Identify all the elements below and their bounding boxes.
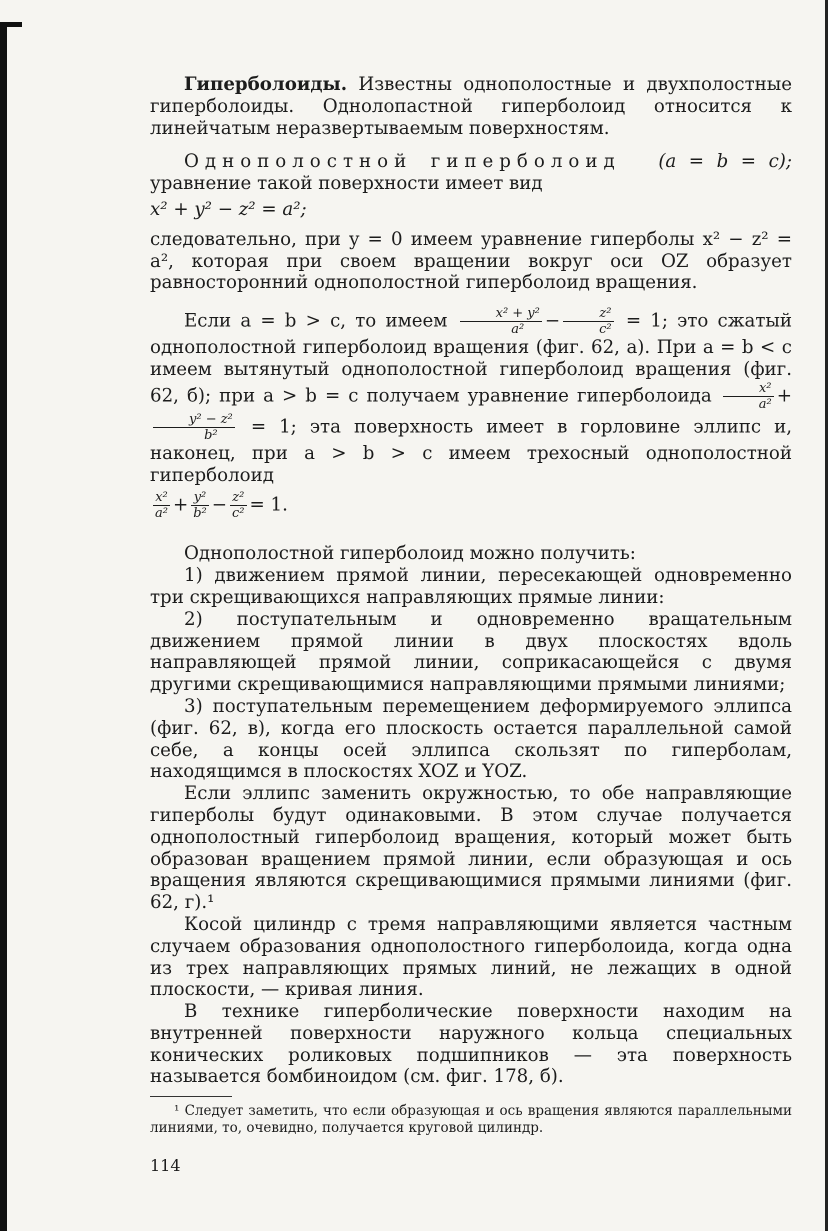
paragraph-hyperbola: следовательно, при y = 0 имеем уравнение гиперболы x² − z² = a², которая при своем вращении вокруг оси OZ образует равносторонний однополостной гиперболоид вращения.	[150, 228, 792, 294]
paragraph-circle: Если эллипс заменить окружностью, то обе направляющие гиперболы будут одинаковыми. В этом случае получается однополостный гиперболоид вращения, который может быть образован вращением прямой линии, если образующая и ось вращения являются скрещивающимися прямыми линиями (фиг. 62, г).¹	[150, 783, 792, 914]
fraction: $\frac{\text{z²}}{\text{c²}}$	[232, 490, 245, 522]
paragraph-cases: Если a = b > c, то имеем $\frac{\text{x² + y²}}{\text{a²}}$ − $\frac{\text{z²}}{\text{c²}}$ = 1; это сжатый однополостной гиперболоид вращения (фиг. 62, a). При a = b < c имеем вытянутый однополостной гиперболоид вращения (фиг. 62, б); при a > b = c получаем уравнение гиперболоида $\frac{\text{x²}}{\text{a²}}$ + $\frac{\text{y² − z²}}{\text{b²}}$ = 1; эта поверхность имеет в горловине эллипс и, наконец, при a > b > c имеем трехосный однополостной гиперболоид	[150, 306, 792, 486]
paragraph-one-sheet: Однополостной гиперболоид (a = b = c); уравнение такой поверхности имеет вид	[150, 151, 792, 195]
fraction: $\frac{\text{y² − z²}}{\text{b²}}$	[153, 412, 235, 443]
page-number: 114	[150, 1156, 181, 1176]
book-page	[150, 74, 792, 1177]
fraction: $\frac{\text{y²}}{\text{b²}}$	[193, 490, 207, 522]
list-item-3: 3) поступательным перемещением деформируемого эллипса (фиг. 62, в), когда его плоскость остается параллельной самой себе, а концы осей эллипса скользят по гиперболам, находящимся в плоскостях XOZ и YOZ.	[150, 695, 792, 783]
equation-triaxial: $\frac{\text{x²}}{\text{a²}}$ + $\frac{\text{y²}}{\text{b²}}$ − $\frac{\text{z²}}{\text{c²}}$ = 1.	[155, 490, 288, 522]
list-item-2: 2) поступательным и одновременно вращательным движением прямой линии в двух плоскостях вдоль направляющей прямой линии, соприкасающейся с двумя другими скрещивающимися направляющими прямыми линиями;	[150, 608, 792, 696]
list-item-1: 1) движением прямой линии, пересекающей одновременно три скрещивающихся направляющих прямые линии:	[150, 565, 792, 608]
fraction: $\frac{\text{x²}}{\text{a²}}$	[723, 381, 774, 412]
fraction: $\frac{\text{z²}}{\text{c²}}$	[563, 306, 614, 337]
fraction: $\frac{\text{x²}}{\text{a²}}$	[155, 490, 168, 522]
paragraph-cylinder: Косой цилиндр с тремя направляющими является частным случаем образования однополостного гиперболоида, когда одна из трех направляющих прямых линий, не лежащих в одной плоскости, — кривая линия.	[150, 913, 792, 1001]
equation-one: x² + y² − z² = a²;	[150, 198, 307, 220]
section-heading: Гиперболоиды.	[184, 74, 348, 95]
page-edge-left	[0, 22, 7, 1231]
paragraph-methods-intro: Однополостной гиперболоид можно получить:	[184, 543, 636, 565]
footnote-rule	[150, 1096, 232, 1097]
page-edge-top	[0, 22, 22, 27]
paragraph-technique: В технике гиперболические поверхности находим на внутренней поверхности наружного кольца специальных конических роликовых подшипников — эта поверхность называется бомбиноидом (см. фиг. 178, б).	[150, 1001, 792, 1088]
fraction: $\frac{\text{x² + y²}}{\text{a²}}$	[460, 306, 542, 337]
intro-paragraph: Гиперболоиды. Известны однополостные и двухполостные гиперболоиды. Однолопастной гиперболоид относится к линейчатым неразвертываемым поверхностям.	[150, 74, 792, 139]
footnote: ¹ Следует заметить, что если образующая и ось вращения являются параллельными линиями, то, очевидно, получается круговой цилиндр.	[150, 1103, 792, 1137]
